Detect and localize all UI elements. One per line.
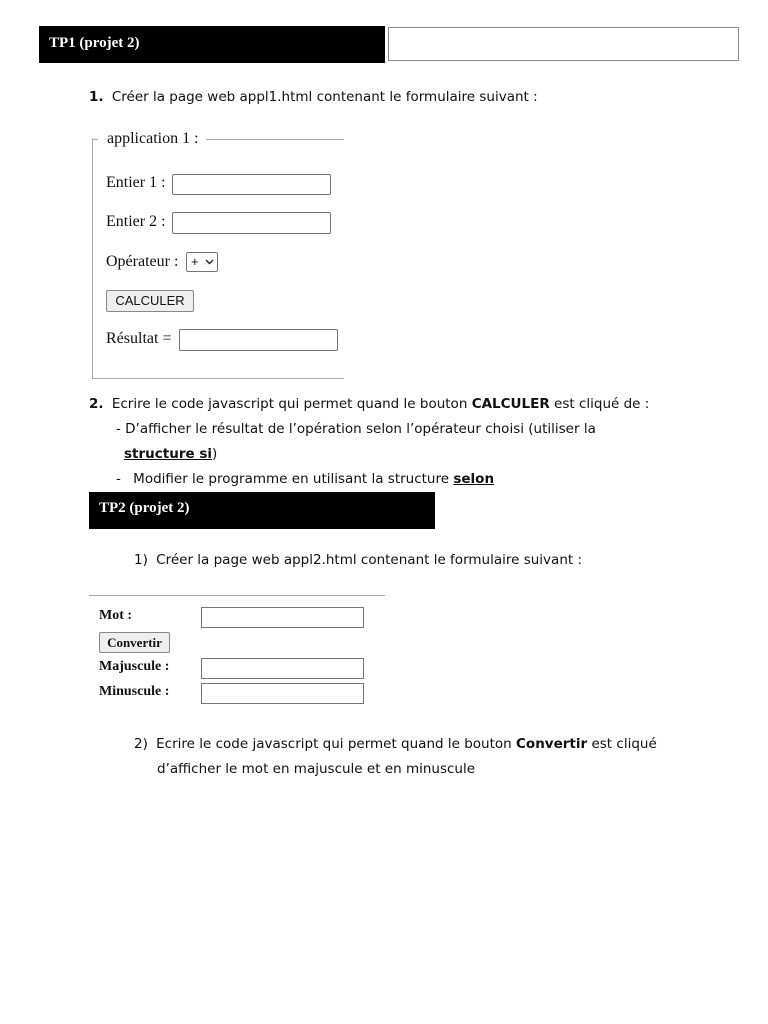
item2 <box>89 392 649 417</box>
resultat-label: Résultat = <box>106 330 172 347</box>
fieldset-legend: application 1 : <box>107 130 199 147</box>
convertir-button[interactable]: Convertir <box>99 632 170 653</box>
item2-bullet2-keyword: selon <box>453 471 495 487</box>
entier2-label: Entier 2 : <box>106 213 166 230</box>
form2-divider <box>89 595 385 596</box>
item2-bullet2 <box>116 467 494 492</box>
item1 <box>89 85 538 110</box>
operateur-label: Opérateur : <box>106 253 179 270</box>
tp2-item2-line2: d’afficher le mot en majuscule et en minuscule <box>157 761 476 777</box>
item2-bullet1-keyword: structure si <box>124 446 213 462</box>
tp2-item1-number: 1) <box>134 552 148 568</box>
tp2-item1-text: Créer la page web appl2.html contenant le formulaire suivant : <box>156 552 583 568</box>
tp2-item2-number: 2) <box>134 736 148 752</box>
tp2-item1 <box>134 548 582 573</box>
item2-keyword: CALCULER <box>471 396 550 412</box>
entier1-input[interactable] <box>172 174 331 195</box>
minuscule-input[interactable] <box>201 683 364 704</box>
item1-number: 1. <box>89 89 104 105</box>
tp2-item2-keyword: Convertir <box>516 736 588 752</box>
calculer-button[interactable]: CALCULER <box>106 290 194 312</box>
tp1-title: TP1 (projet 2) <box>49 35 140 51</box>
mot-input[interactable] <box>201 607 364 628</box>
chevron-down-icon <box>205 259 214 265</box>
operateur-select[interactable] <box>186 252 218 272</box>
entier2-input[interactable] <box>172 212 331 234</box>
tp2-item2-text-before: Ecrire le code javascript qui permet quand le bouton <box>156 736 512 752</box>
entier1-label: Entier 1 : <box>106 174 166 191</box>
majuscule-input[interactable] <box>201 658 364 679</box>
item2-bullet2-text: Modifier le programme en utilisant la structure <box>133 471 450 487</box>
tp2-title: TP2 (projet 2) <box>99 500 190 516</box>
item2-bullet1-line1: - D’afficher le résultat de l’opération selon l’opérateur choisi (utiliser la <box>116 421 596 437</box>
mot-label: Mot : <box>99 608 133 623</box>
item2-number: 2. <box>89 396 104 412</box>
tp1-title-bar <box>39 26 385 63</box>
item2-bullet1-line2 <box>124 442 217 467</box>
tp1-empty-box <box>388 27 739 61</box>
fieldset-top-border-right <box>206 139 344 140</box>
item2-bullet2-dash: - <box>116 471 121 487</box>
majuscule-label: Majuscule : <box>99 659 170 674</box>
operateur-selected-value: + <box>191 254 199 269</box>
tp2-item2-text-after: est cliqué <box>591 736 657 752</box>
tp2-item2 <box>134 732 657 757</box>
tp2-title-bar <box>89 492 435 529</box>
resultat-input[interactable] <box>179 329 338 351</box>
fieldset-top-border-left <box>92 139 98 140</box>
item2-text-after: est cliqué de : <box>554 396 650 412</box>
item2-bullet1-end: ) <box>212 446 218 462</box>
item2-text-before: Ecrire le code javascript qui permet quand le bouton <box>111 396 468 412</box>
minuscule-label: Minuscule : <box>99 684 170 699</box>
item1-text: Créer la page web appl1.html contenant le formulaire suivant : <box>111 89 538 105</box>
